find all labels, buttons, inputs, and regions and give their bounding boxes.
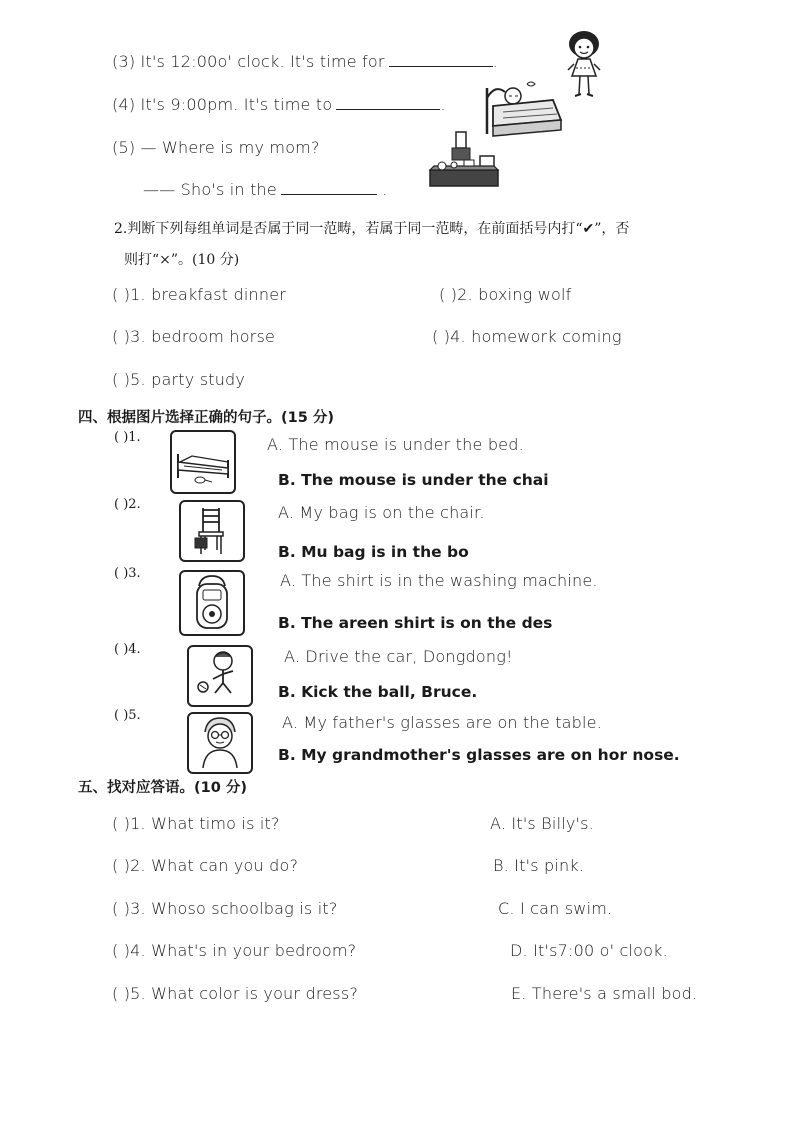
section5-answer-d: D. It's7:00 o' clook.: [510, 941, 668, 960]
section5-answer-b: B. It's pink.: [493, 856, 585, 875]
judge-item-2[interactable]: ( )2. boxing wolf: [439, 285, 572, 304]
section4-q5-option-a: A. My father's glasses are on the table.: [282, 713, 603, 732]
chair-bag-icon: [179, 500, 245, 562]
question-5: (5) — Where is my mom?: [112, 138, 320, 157]
kitchen-table-icon: [428, 130, 502, 192]
section4-q3-option-a: A. The shirt is in the washing machine.: [280, 571, 598, 590]
period: .: [440, 95, 446, 114]
section4-heading: 四、根据图片选择正确的句子。(15 分): [78, 410, 334, 426]
question-5-answer-text: —— Sho's in the: [143, 180, 277, 199]
section5-question-1[interactable]: ( )1. What timo is it?: [112, 814, 280, 833]
bed-icon: [170, 430, 236, 494]
schoolbag-icon: [179, 570, 245, 636]
section5-question-5[interactable]: ( )5. What color is your dress?: [112, 984, 359, 1003]
answer-blank-3[interactable]: [389, 65, 493, 67]
judge-item-5[interactable]: ( )5. party study: [112, 370, 246, 389]
section4-q2-label[interactable]: ( )2.: [114, 497, 141, 512]
boy-ball-icon: [187, 645, 253, 707]
answer-blank-4[interactable]: [336, 108, 440, 110]
section5-question-3[interactable]: ( )3. Whoso schoolbag is it?: [112, 899, 338, 918]
judge-item-1[interactable]: ( )1. breakfast dinner: [112, 285, 287, 304]
question-4: [112, 95, 446, 114]
section4-q5-label[interactable]: ( )5.: [114, 708, 141, 723]
judge-item-3[interactable]: ( )3. bedroom horse: [112, 327, 276, 346]
answer-blank-5[interactable]: [281, 193, 377, 195]
section5-answer-e: E. There's a small bod.: [511, 984, 698, 1003]
section4-q3-label[interactable]: ( )3.: [114, 566, 141, 581]
section5-heading: 五、找对应答语。(10 分): [78, 780, 247, 796]
period: .: [382, 180, 388, 199]
question-3: [112, 52, 498, 71]
part2-instruction-line1: 2.判断下列每组单词是否属于同一范畴，若属于同一范畴，在前面括号内打“✔”，否: [114, 221, 630, 237]
question-3-text: (3) It's 12:00o' clock. It's time for: [112, 52, 385, 71]
section4-q1-option-b: B. The mouse is under the chai: [278, 471, 549, 489]
section4-q4-option-a: A. Drive the car, Dongdong!: [284, 647, 513, 666]
section4-q3-option-b: B. The areen shirt is on the des: [278, 614, 553, 632]
part2-instruction-line2: 则打“×”。(10 分): [124, 252, 240, 268]
section4-q1-option-a: A. The mouse is under the bed.: [267, 435, 524, 454]
section4-q2-option-a: A. My bag is on the chair.: [278, 503, 485, 522]
grandmother-icon: [187, 712, 253, 774]
question-5-answer: [143, 180, 388, 199]
section5-answer-c: C. I can swim.: [498, 899, 613, 918]
section4-q4-option-b: B. Kick the ball, Bruce.: [278, 683, 478, 701]
period: .: [492, 52, 498, 71]
section5-question-4[interactable]: ( )4. What's in your bedroom?: [112, 941, 357, 960]
judge-item-4[interactable]: ( )4. homework coming: [432, 327, 622, 346]
section4-q1-label[interactable]: ( )1.: [114, 430, 141, 445]
question-4-text: (4) It's 9:00pm. It's time to: [112, 95, 333, 114]
section4-q4-label[interactable]: ( )4.: [114, 642, 141, 657]
section4-q2-option-b: B. Mu bag is in the bo: [278, 543, 469, 561]
section4-q5-option-b: B. My grandmother's glasses are on hor nose.: [278, 746, 680, 764]
section5-answer-a: A. It's Billy's.: [490, 814, 594, 833]
section5-question-2[interactable]: ( )2. What can you do?: [112, 856, 299, 875]
